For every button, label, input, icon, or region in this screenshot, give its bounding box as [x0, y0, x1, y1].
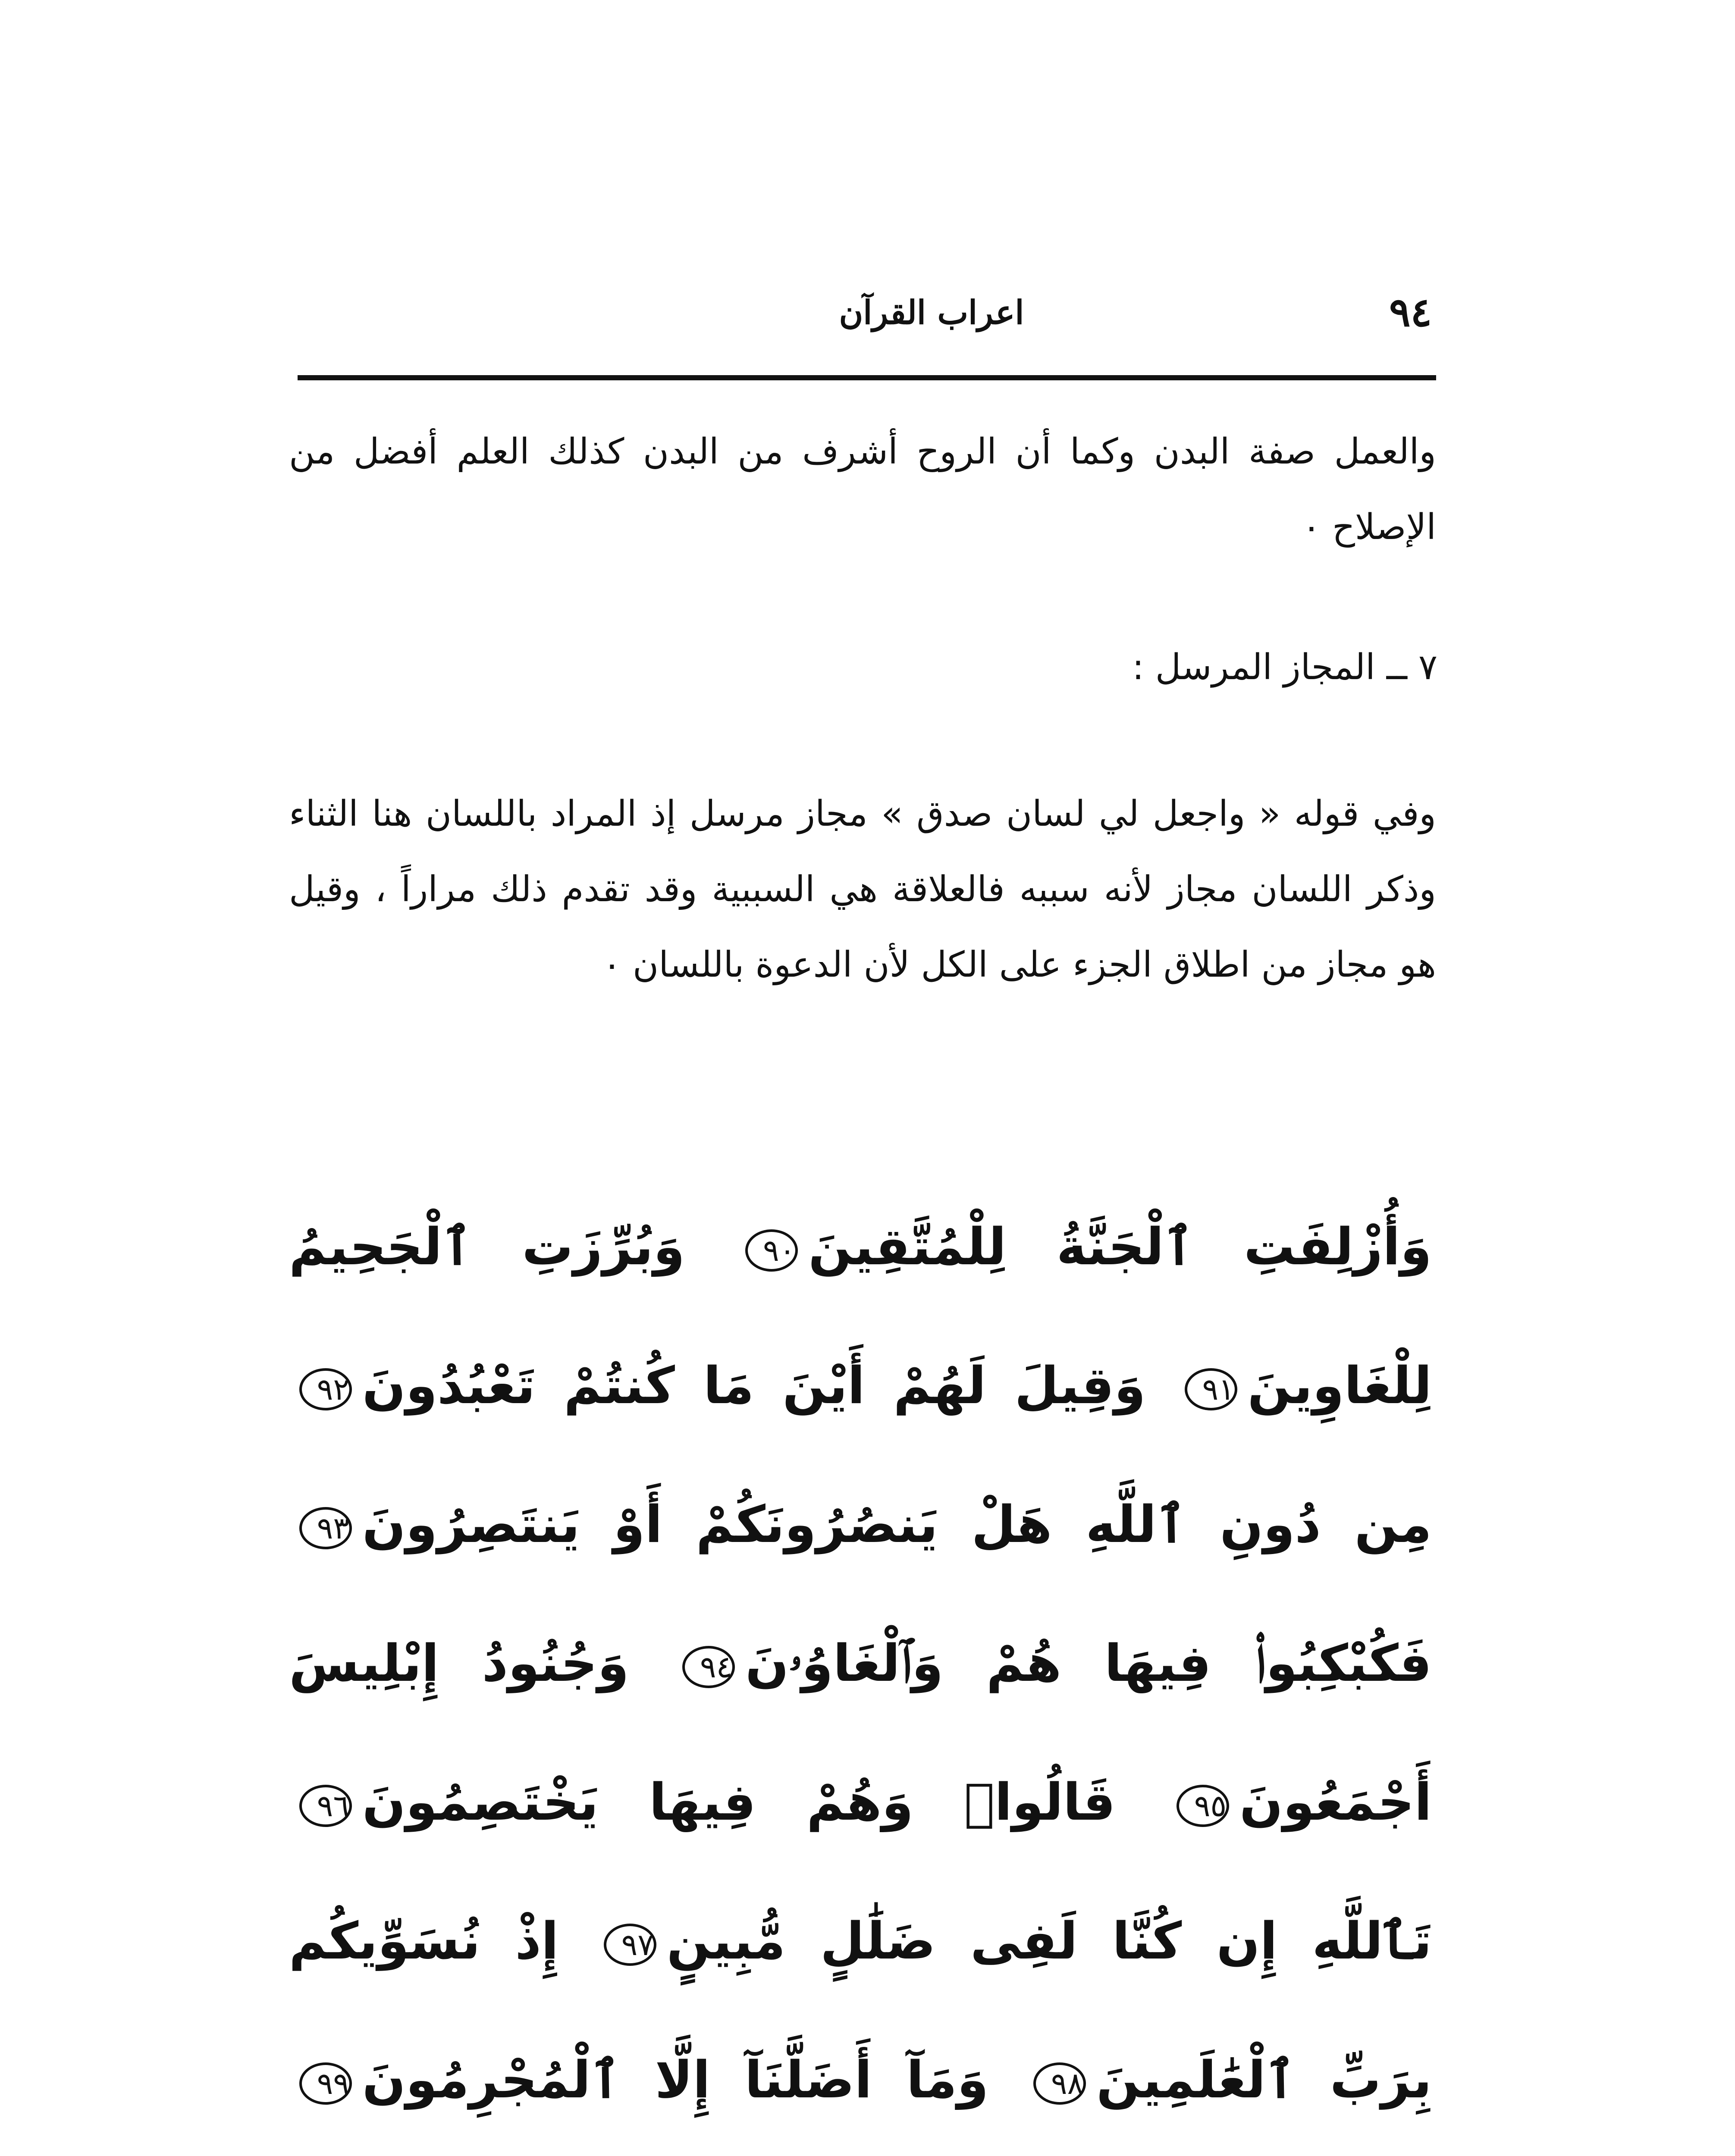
page-header	[302, 280, 1432, 349]
section-heading: ٧ ــ المجاز المرسل :	[1132, 647, 1437, 688]
verse	[289, 2050, 988, 2109]
verse	[289, 1356, 1146, 1415]
ayah-number-marker: ٩٦	[299, 1785, 352, 1827]
ayah-number-marker: ٩٨	[1033, 2062, 1086, 2105]
verse	[289, 1772, 1116, 1832]
verse-text: تَٱللَّهِ إِن كُنَّا لَفِى ضَلَٰلٍ مُّبِينٍ	[666, 1911, 1432, 1971]
ayah-number-marker: ٩٧	[604, 1924, 656, 1966]
verse	[289, 1495, 1432, 1554]
quran-verses-block	[289, 1177, 1432, 2156]
verse-text: وَقِيلَ لَهُمْ أَيْنَ مَا كُنتُمْ تَعْبُدُونَ	[362, 1356, 1146, 1415]
verse	[593, 1911, 1432, 1971]
ayah-number-marker: ٩٩	[299, 2062, 352, 2105]
verse-text: وَجُنُودُ إِبْلِيسَ أَجْمَعُونَ	[289, 1633, 1432, 1832]
verse-text: إِذْ نُسَوِّيكُم بِرَبِّ ٱلْعَٰلَمِينَ	[289, 1911, 1432, 2109]
paragraph-1: والعمل صفة البدن وكما أن الروح أشرف من البدن كذلك العلم أفضل من الإصلاح ٠	[289, 431, 1436, 548]
verse-text: فَكُبْكِبُوا۟ فِيهَا هُمْ وَٱلْغَاوُۥنَ	[745, 1633, 1432, 1693]
ayah-number-marker: ٩١	[1185, 1368, 1237, 1410]
verse-text: مِن دُونِ ٱللَّهِ هَلْ يَنصُرُونَكُمْ أَوْ يَنتَصِرُونَ	[362, 1495, 1432, 1554]
ayah-number-marker: ٩٢	[299, 1368, 352, 1410]
verse-text: قَالُوا۟ وَهُمْ فِيهَا يَخْتَصِمُونَ	[362, 1772, 1116, 1832]
ayah-number-marker: ٩٠	[745, 1229, 798, 1272]
verse	[672, 1633, 1432, 1693]
verse-text: وَأُزْلِفَتِ ٱلْجَنَّةُ لِلْمُتَّقِينَ	[808, 1217, 1432, 1276]
paragraph-2: وفي قوله « واجعل لي لسان صدق » مجاز مرسل إذ المراد باللسان هنا الثناء وذكر اللسان مجاز لأنه سببه فالعلاقة هي السببية وقد تقدم ذلك مراراً ، وقيل هو مجاز من اطلاق الجزء على الكل لأن الدعوة باللسان ٠	[289, 793, 1436, 985]
page-number: ٩٤	[1389, 289, 1432, 335]
verse	[735, 1217, 1432, 1276]
ayah-number-marker: ٩٥	[1177, 1785, 1229, 1827]
ayah-number-marker: ٩٣	[299, 1507, 352, 1549]
running-title: اعراب القرآن	[839, 293, 1024, 332]
ayah-number-marker: ٩٤	[682, 1646, 735, 1688]
header-rule	[298, 375, 1436, 380]
verse-text: وَبُرِّزَتِ ٱلْجَحِيمُ لِلْغَاوِينَ	[289, 1217, 1432, 1415]
verse-text: وَمَآ أَضَلَّنَآ إِلَّا ٱلْمُجْرِمُونَ	[362, 2050, 989, 2109]
